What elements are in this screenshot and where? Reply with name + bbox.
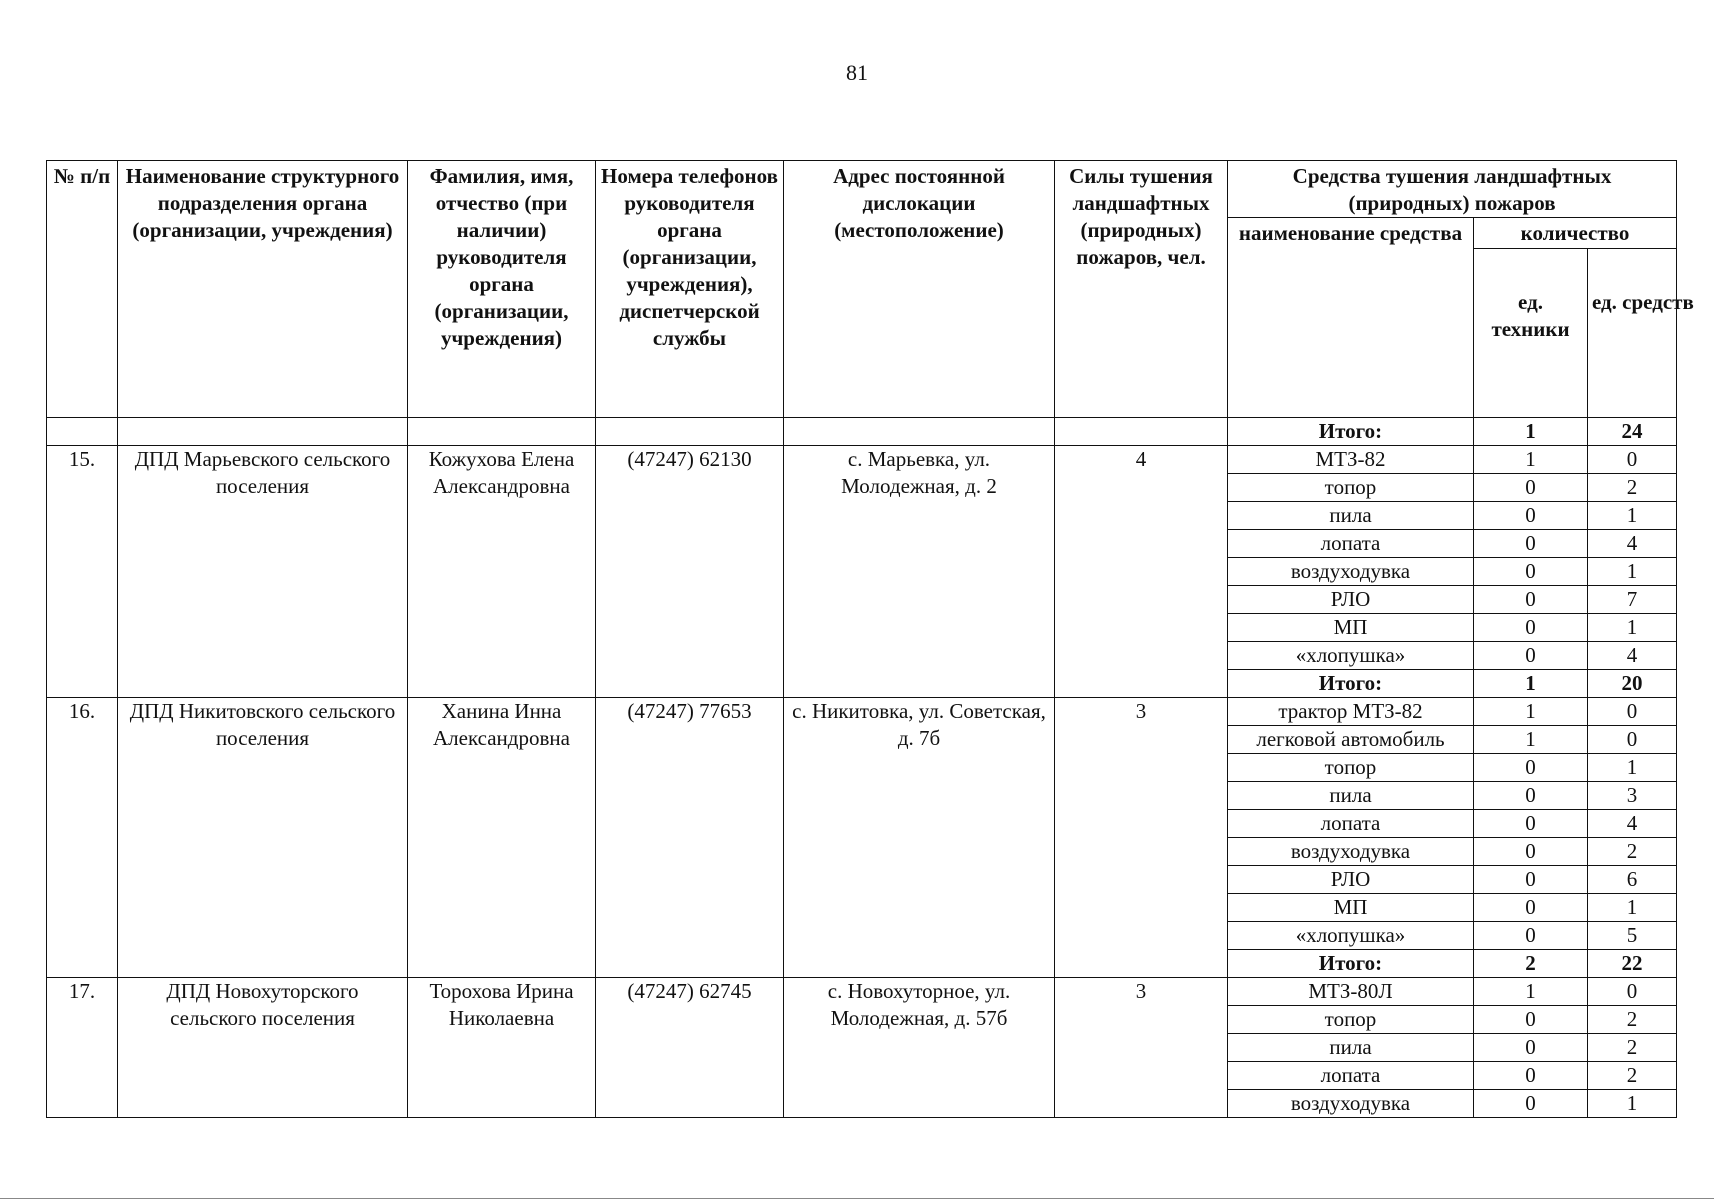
header-qty-tech: ед. техники (1474, 249, 1588, 418)
qty-tech: 0 (1474, 922, 1588, 950)
table-body (47, 418, 1677, 1118)
means-name: воздуходувка (1228, 1090, 1474, 1118)
empty-cell (596, 418, 784, 446)
qty-means: 2 (1588, 1006, 1677, 1034)
qty-tech: 0 (1474, 894, 1588, 922)
qty-means: 5 (1588, 922, 1677, 950)
qty-tech: 0 (1474, 474, 1588, 502)
total-means: 20 (1588, 670, 1677, 698)
means-name: МТЗ-82 (1228, 446, 1474, 474)
means-name: пила (1228, 1034, 1474, 1062)
group-fio: Ханина Инна Александровна (408, 698, 596, 978)
group-address: с. Марьевка, ул. Молодежная, д. 2 (784, 446, 1055, 698)
qty-means: 0 (1588, 978, 1677, 1006)
qty-tech: 0 (1474, 754, 1588, 782)
total-label: Итого: (1228, 670, 1474, 698)
qty-tech: 0 (1474, 558, 1588, 586)
qty-tech: 0 (1474, 642, 1588, 670)
qty-tech: 1 (1474, 446, 1588, 474)
total-tech: 1 (1474, 670, 1588, 698)
group-forces: 3 (1055, 978, 1228, 1118)
means-name: лопата (1228, 530, 1474, 558)
table-header (47, 161, 1694, 418)
qty-tech: 0 (1474, 586, 1588, 614)
qty-means: 6 (1588, 866, 1677, 894)
qty-means: 0 (1588, 446, 1677, 474)
qty-means: 2 (1588, 1034, 1677, 1062)
qty-means: 2 (1588, 1062, 1677, 1090)
means-name: лопата (1228, 1062, 1474, 1090)
qty-tech: 0 (1474, 1062, 1588, 1090)
empty-cell (47, 418, 118, 446)
group-num: 17. (47, 978, 118, 1118)
group-address: с. Новохуторное, ул. Молодежная, д. 57б (784, 978, 1055, 1118)
group-num: 16. (47, 698, 118, 978)
means-name: лопата (1228, 810, 1474, 838)
means-name: воздуходувка (1228, 558, 1474, 586)
total-means: 22 (1588, 950, 1677, 978)
header-forces: Силы тушения ландшафтных (природных) пожаров, чел. (1055, 161, 1228, 418)
header-means-name: наименование средства (1228, 218, 1474, 418)
scan-edge-line (0, 1198, 1714, 1199)
total-means: 24 (1588, 418, 1677, 446)
qty-tech: 0 (1474, 810, 1588, 838)
total-tech: 2 (1474, 950, 1588, 978)
prev-total-row (47, 418, 1677, 446)
empty-cell (408, 418, 596, 446)
empty-cell (118, 418, 408, 446)
total-tech: 1 (1474, 418, 1588, 446)
group-fio: Торохова Ирина Николаевна (408, 978, 596, 1118)
means-name: топор (1228, 754, 1474, 782)
qty-means: 1 (1588, 894, 1677, 922)
means-name: пила (1228, 782, 1474, 810)
qty-means: 0 (1588, 726, 1677, 754)
qty-tech: 0 (1474, 614, 1588, 642)
means-name: МП (1228, 894, 1474, 922)
table-row (47, 978, 1677, 1006)
qty-means: 1 (1588, 754, 1677, 782)
empty-cell (1055, 418, 1228, 446)
qty-means: 1 (1588, 502, 1677, 530)
total-label: Итого: (1228, 418, 1474, 446)
means-name: РЛО (1228, 866, 1474, 894)
means-name: топор (1228, 474, 1474, 502)
qty-tech: 0 (1474, 866, 1588, 894)
means-name: РЛО (1228, 586, 1474, 614)
qty-tech: 0 (1474, 1034, 1588, 1062)
qty-tech: 0 (1474, 838, 1588, 866)
header-qty-means: ед. средств (1588, 249, 1677, 418)
means-name: легковой автомобиль (1228, 726, 1474, 754)
group-phone: (47247) 62745 (596, 978, 784, 1118)
qty-means: 2 (1588, 474, 1677, 502)
empty-cell (784, 418, 1055, 446)
qty-tech: 0 (1474, 530, 1588, 558)
group-forces: 4 (1055, 446, 1228, 698)
header-means: Средства тушения ландшафтных (природных) пожаров (1228, 161, 1677, 218)
qty-means: 1 (1588, 558, 1677, 586)
resources-table (46, 160, 1694, 1118)
qty-means: 7 (1588, 586, 1677, 614)
header-address: Адрес постоянной дислокации (местоположение) (784, 161, 1055, 418)
header-unit: Наименование структурного подразделения органа (организации, учреждения) (118, 161, 408, 418)
qty-tech: 0 (1474, 1006, 1588, 1034)
means-name: «хлопушка» (1228, 922, 1474, 950)
qty-means: 1 (1588, 1090, 1677, 1118)
page-number: 81 (846, 60, 868, 85)
qty-means: 2 (1588, 838, 1677, 866)
group-num: 15. (47, 446, 118, 698)
qty-means: 3 (1588, 782, 1677, 810)
qty-means: 4 (1588, 642, 1677, 670)
means-name: топор (1228, 1006, 1474, 1034)
qty-tech: 0 (1474, 502, 1588, 530)
qty-tech: 1 (1474, 698, 1588, 726)
total-label: Итого: (1228, 950, 1474, 978)
group-unit: ДПД Никитовского сельского поселения (118, 698, 408, 978)
means-name: МП (1228, 614, 1474, 642)
means-name: воздуходувка (1228, 838, 1474, 866)
group-unit: ДПД Марьевского сельского поселения (118, 446, 408, 698)
group-phone: (47247) 62130 (596, 446, 784, 698)
means-name: пила (1228, 502, 1474, 530)
table-row (47, 446, 1677, 474)
header-fio: Фамилия, имя, отчество (при наличии) руководителя органа (организации, учреждения) (408, 161, 596, 418)
means-name: трактор МТЗ-82 (1228, 698, 1474, 726)
header-phones: Номера телефонов руководителя органа (организации, учреждения), диспетчерской службы (596, 161, 784, 418)
means-name: МТЗ-80Л (1228, 978, 1474, 1006)
table-row (47, 698, 1677, 726)
group-forces: 3 (1055, 698, 1228, 978)
group-phone: (47247) 77653 (596, 698, 784, 978)
qty-tech: 0 (1474, 1090, 1588, 1118)
qty-means: 4 (1588, 810, 1677, 838)
qty-means: 0 (1588, 698, 1677, 726)
group-address: с. Никитовка, ул. Советская, д. 7б (784, 698, 1055, 978)
group-unit: ДПД Новохуторского сельского поселения (118, 978, 408, 1118)
header-num: № п/п (47, 161, 118, 418)
qty-means: 1 (1588, 614, 1677, 642)
qty-tech: 1 (1474, 726, 1588, 754)
qty-tech: 0 (1474, 782, 1588, 810)
qty-tech: 1 (1474, 978, 1588, 1006)
qty-means: 4 (1588, 530, 1677, 558)
means-name: «хлопушка» (1228, 642, 1474, 670)
header-quantity: количество (1474, 218, 1677, 249)
group-fio: Кожухова Елена Александровна (408, 446, 596, 698)
